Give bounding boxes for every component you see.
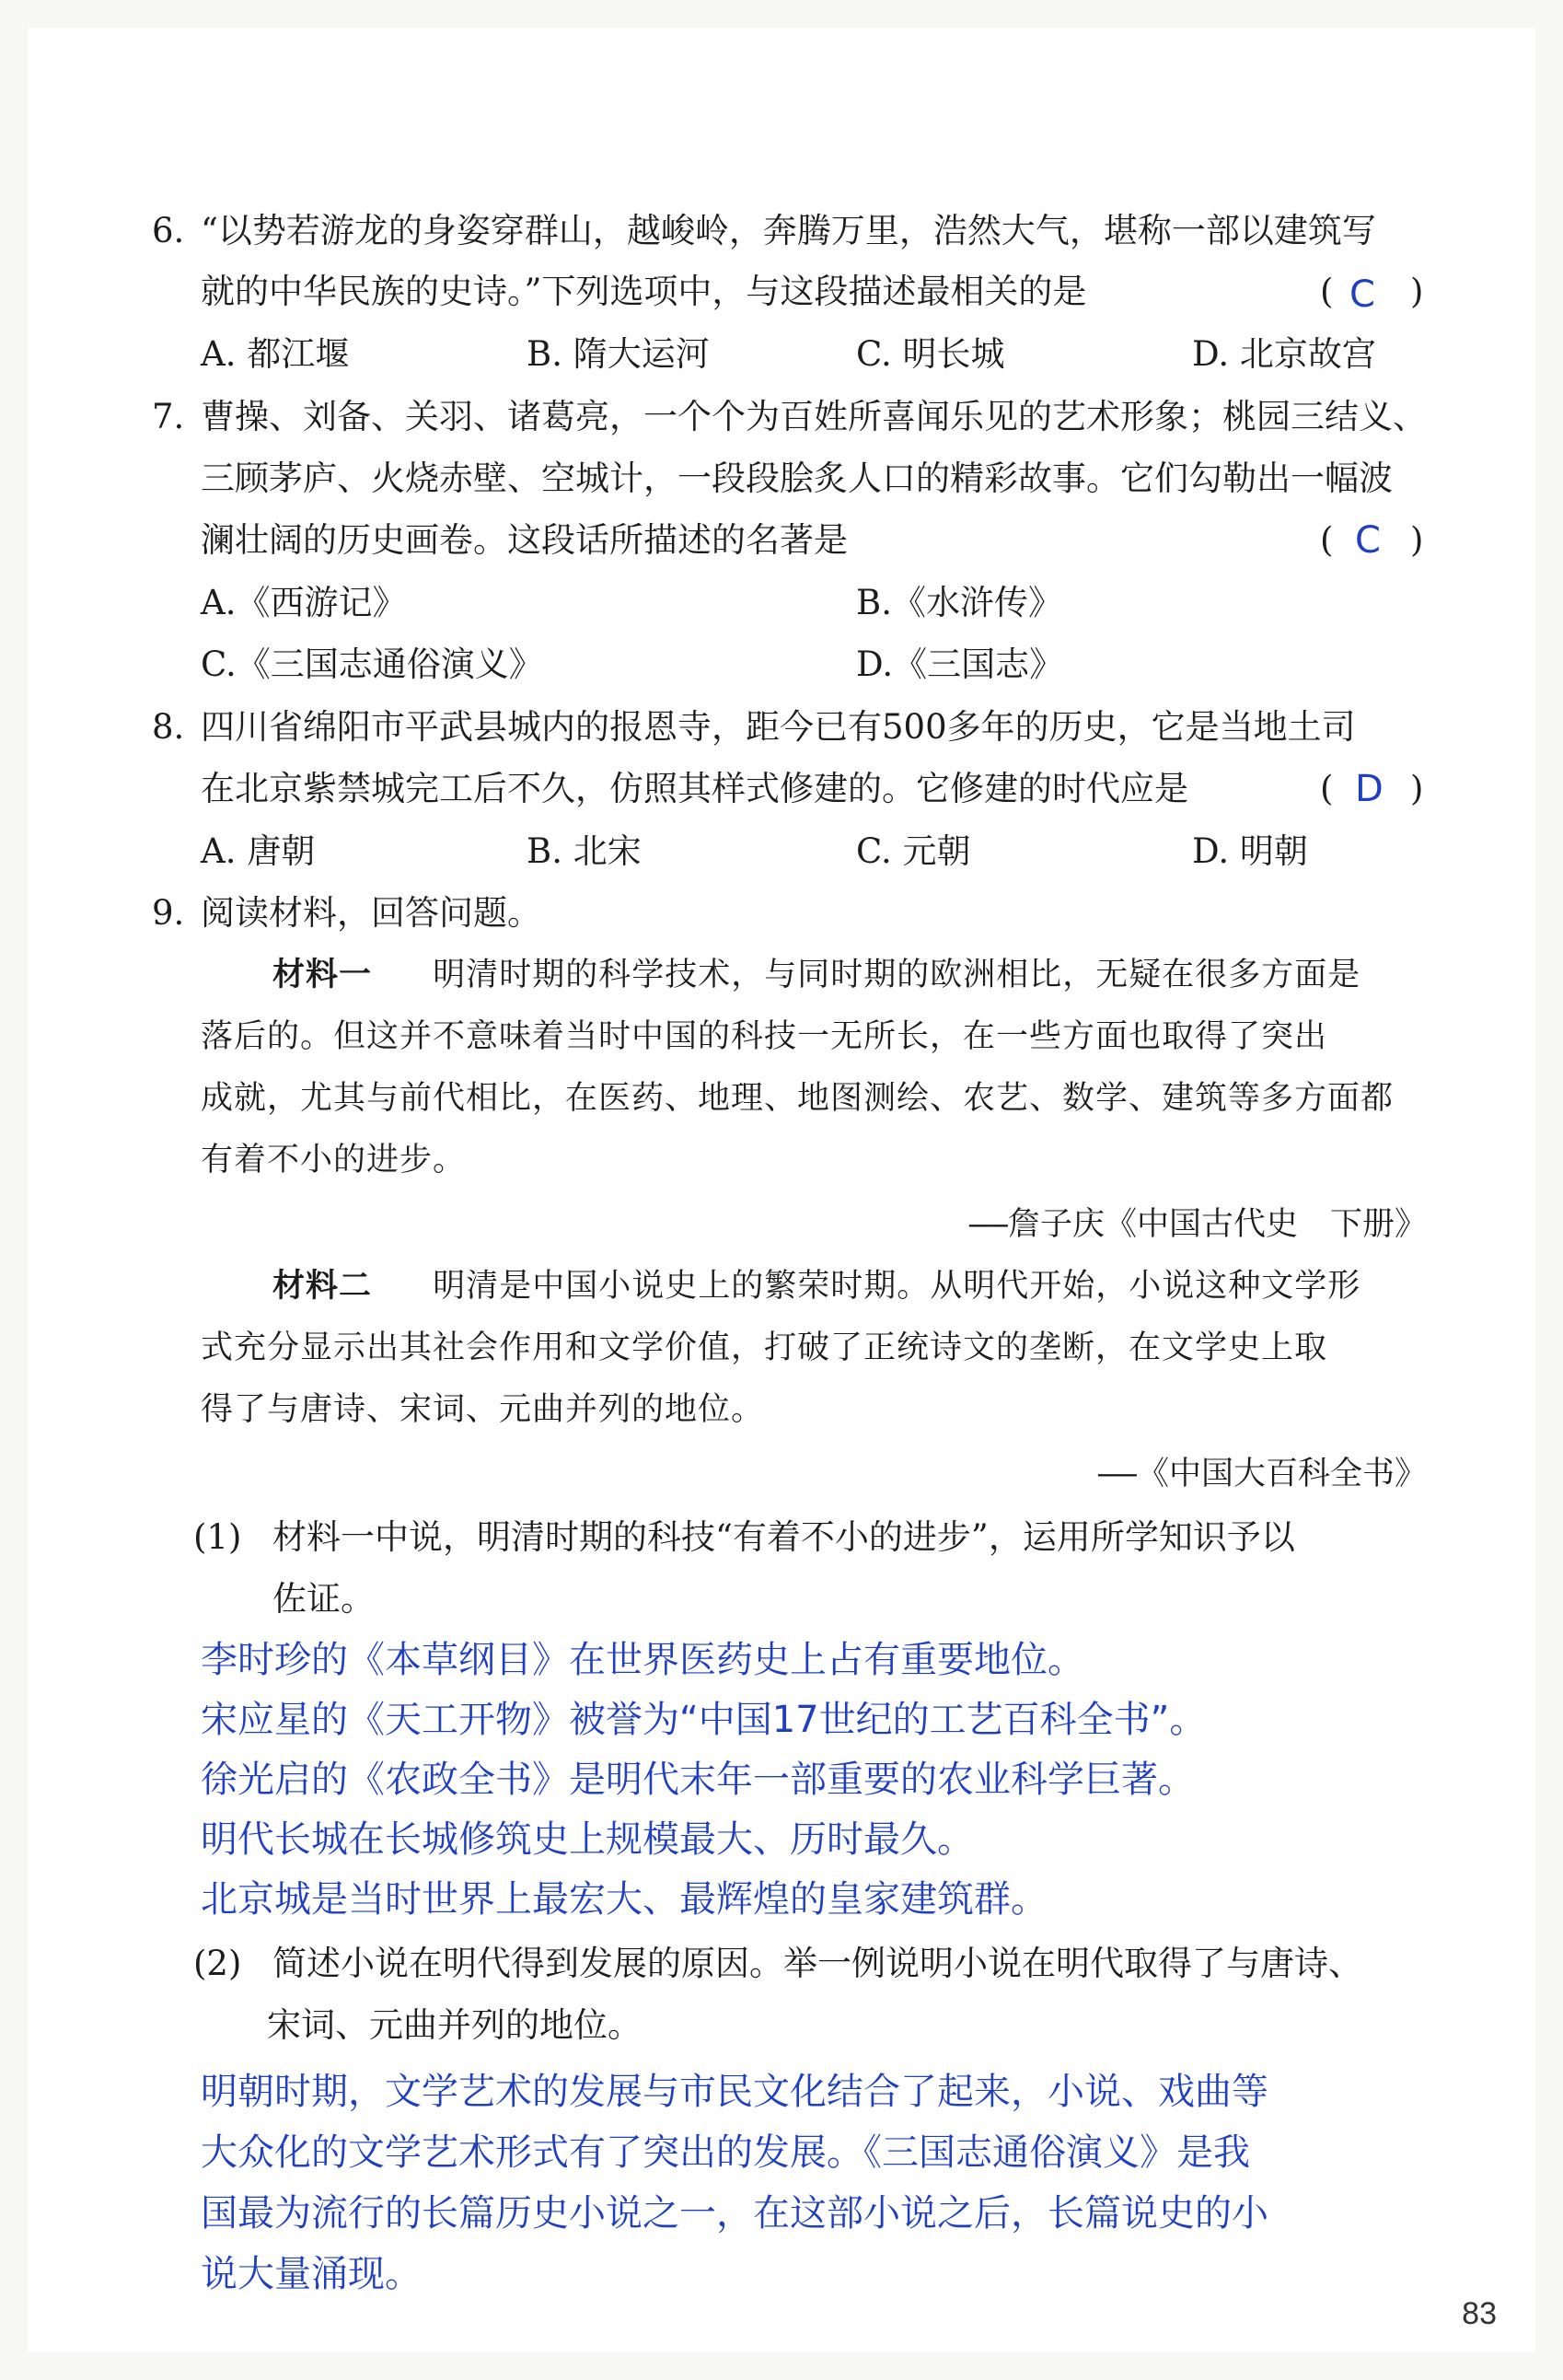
material-1-source: ——詹子庆《中国古代史 下册》 — [968, 1206, 1427, 1243]
answer-paren-open: ( — [1320, 769, 1334, 808]
material-1-line: 成就，尤其与前代相比，在医药、地理、地图测绘、农艺、数学、建筑等多方面都 — [201, 1080, 1395, 1117]
handwritten-answer-1: 李时珍的《本草纲目》在世界医药史上占有重要地位。 — [201, 1639, 1084, 1681]
material-1-line: 落后的。但这并不意味着当时中国的科技一无所长，在一些方面也取得了突出 — [201, 1018, 1328, 1055]
handwritten-answer-1: 北京城是当时世界上最宏大、最辉煌的皇家建筑群。 — [201, 1878, 1048, 1921]
answer-paren-open: ( — [1320, 520, 1334, 560]
question-text: 在北京紫禁城完工后不久，仿照其样式修建的。它修建的时代应是 — [201, 769, 1188, 808]
material-2-label: 材料二 — [272, 1268, 373, 1305]
material-2-line: 得了与唐诗、宋词、元曲并列的地位。 — [201, 1391, 765, 1428]
option-d: D. 明朝 — [1192, 831, 1308, 871]
option-c: C.《三国志通俗演义》 — [201, 644, 543, 684]
question-text: 四川省绵阳市平武县城内的报恩寺，距今已有500多年的历史，它是当地土司 — [201, 707, 1356, 747]
question-text: “以势若游龙的身姿穿群山，越峻岭，奔腾万里，浩然大气，堪称一部以建筑写 — [201, 211, 1376, 250]
question-number: 9. — [152, 893, 185, 933]
option-c: C. 明长城 — [856, 334, 1005, 374]
question-number: 6. — [152, 211, 185, 250]
question-text: 三顾茅庐、火烧赤壁、空城计，一段段脍炙人口的精彩故事。它们勾勒出一幅波 — [201, 459, 1393, 498]
subquestion-2-number: (2) — [193, 1944, 242, 1983]
answer-mark: D — [1355, 768, 1384, 810]
subquestion-1-text: 佐证。 — [272, 1579, 375, 1619]
handwritten-answer-1: 徐光启的《农政全书》是明代末年一部重要的农业科学巨著。 — [201, 1759, 1195, 1801]
question-number: 7. — [152, 397, 185, 436]
option-c: C. 元朝 — [856, 831, 971, 871]
option-d: D. 北京故宫 — [1192, 334, 1376, 374]
handwritten-answer-2: 说大量涌现。 — [201, 2253, 422, 2295]
option-d: D.《三国志》 — [856, 644, 1064, 684]
answer-paren-open: ( — [1320, 272, 1334, 311]
question-text: 澜壮阔的历史画卷。这段话所描述的名著是 — [201, 520, 848, 560]
question-intro: 阅读材料，回答问题。 — [201, 893, 541, 933]
question-text: 就的中华民族的史诗。”下列选项中，与这段描述最相关的是 — [201, 272, 1087, 311]
answer-mark: C — [1355, 519, 1381, 562]
option-b: B. 北宋 — [527, 831, 642, 871]
material-1-line: 有着不小的进步。 — [201, 1142, 467, 1178]
material-2-line: 材料二 明清是中国小说史上的繁荣时期。从明代开始，小说这种文学形 — [272, 1268, 1361, 1305]
answer-paren-close: ) — [1410, 520, 1424, 560]
material-1-line: 材料一 明清时期的科学技术，与同时期的欧洲相比，无疑在很多方面是 — [272, 957, 1361, 993]
answer-paren-close: ) — [1410, 769, 1424, 808]
handwritten-answer-2: 明朝时期，文学艺术的发展与市民文化结合了起来，小说、戏曲等 — [201, 2071, 1268, 2113]
material-1-label: 材料一 — [272, 957, 373, 993]
material-2-source: ——《中国大百科全书》 — [1097, 1456, 1427, 1492]
subquestion-2-text: 宋词、元曲并列的地位。 — [267, 2005, 642, 2045]
handwritten-answer-1: 明代长城在长城修筑史上规模最大、历时最久。 — [201, 1818, 974, 1861]
subquestion-1-text: 材料一中说，明清时期的科技“有着不小的进步”，运用所学知识予以 — [272, 1517, 1295, 1557]
option-a: A. 唐朝 — [201, 831, 316, 871]
material-2-line: 式充分显示出其社会作用和文学价值，打破了正统诗文的垄断，在文学史上取 — [201, 1329, 1328, 1366]
handwritten-answer-1: 宋应星的《天工开物》被誉为“中国17世纪的工艺百科全书”。 — [201, 1699, 1207, 1741]
handwritten-answer-2: 国最为流行的长篇历史小说之一，在这部小说之后，长篇说史的小 — [201, 2192, 1268, 2235]
answer-paren-close: ) — [1410, 272, 1424, 311]
option-b: B.《水浒传》 — [856, 583, 1062, 622]
handwritten-answer-2: 大众化的文学艺术形式有了突出的发展。《三国志通俗演义》是我 — [201, 2131, 1250, 2174]
question-text: 曹操、刘备、关羽、诸葛亮，一个个为百姓所喜闻乐见的艺术形象；桃园三结义、 — [201, 397, 1427, 436]
subquestion-2-text: 简述小说在明代得到发展的原因。举一例说明小说在明代取得了与唐诗、 — [272, 1944, 1362, 1983]
answer-mark: C — [1349, 273, 1375, 316]
option-b: B. 隋大运河 — [527, 334, 710, 374]
question-number: 8. — [152, 707, 185, 747]
option-a: A.《西游记》 — [201, 583, 407, 622]
subquestion-1-number: (1) — [193, 1517, 242, 1557]
page-number: 83 — [1462, 2296, 1497, 2331]
option-a: A. 都江堰 — [201, 334, 350, 374]
